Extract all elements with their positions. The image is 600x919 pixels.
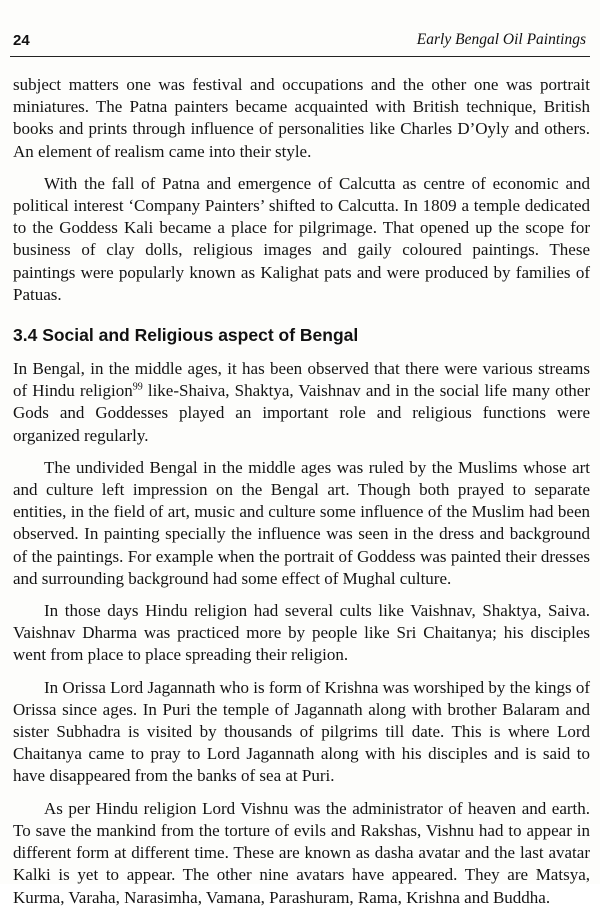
footnote-reference: 99 — [132, 381, 143, 393]
paragraph-orissa: In Orissa Lord Jagannath who is form of Krishna was worshiped by the kings of Orissa since ages. In Puri the temple of Jagannath along with brother Balaram and sister Subhadra is visited by thousands of pilgrims till date. This is where Lord Chaitanya came to pray to Lord Jagannath along with his disciples and is said to have disappeared from the banks of sea at Puri. — [13, 677, 590, 786]
paragraph-cults: In those days Hindu religion had several cults like Vaishnav, Shaktya, Saiva. Vaishnav Dharma was practiced more by people like Sri Chaitanya; his disciples went from place to place spreading their religion. — [13, 601, 590, 665]
paragraph-vishnu: As per Hindu religion Lord Vishnu was the administrator of heaven and earth. To save the mankind from the torture of evils and Rakshas, Vishnu had to appear in different form at different time. These are known as dasha avatar and the last avatar Kalki is yet to appear. The other nine avatars have appeared. They are Matsya, Kurma, Varaha, Narasimha, Vamana, Parashuram, Rama, Krishna and Buddha. — [13, 798, 590, 907]
intro-text: In Bengal, in the middle ages, it has been observed that there were various streams of Hindu religion — [13, 359, 590, 401]
paragraph-section-intro — [13, 358, 590, 447]
paragraph-muslim-influence: The undivided Bengal in the middle ages was ruled by the Muslims whose art and culture left impression on the Bengal art. Though both prayed to separate entities, in the field of art, music and culture some influence of the Muslim had been observed. In painting specially the influence was seen in the dress and background of the paintings. For example when the portrait of Goddess was painted their dresses and surrounding background had some effect of Mughal culture. — [13, 457, 590, 588]
paragraph-calcutta: With the fall of Patna and emergence of Calcutta as centre of economic and political interest ‘Company Painters’ shifted to Calcutta. In 1809 a temple dedicated to the Goddess Kali became a place for pilgrimage. That opened up the scope for business of clay dolls, religious images and gaily coloured paintings. These paintings were popularly known as Kalighat pats and were produced by families of Patuas. — [13, 173, 590, 304]
intro-text-continued: like-Shaiva, Shaktya, Vaishnav and in the social life many other Gods and Goddesses played an important role and religious functions were organized regularly. — [13, 381, 590, 445]
header-rule — [10, 56, 590, 57]
section-heading: 3.4 Social and Religious aspect of Bengal — [13, 325, 359, 346]
running-title: Early Bengal Oil Paintings — [416, 31, 586, 48]
page-number: 24 — [13, 32, 30, 49]
body-text — [13, 74, 590, 919]
paragraph-continued: subject matters one was festival and occupations and the other one was portrait miniatures. The Patna painters became acquainted with British technique, British books and prints through influence of personalities like Charles D’Oyly and others. An element of realism came into their style. — [13, 75, 590, 161]
